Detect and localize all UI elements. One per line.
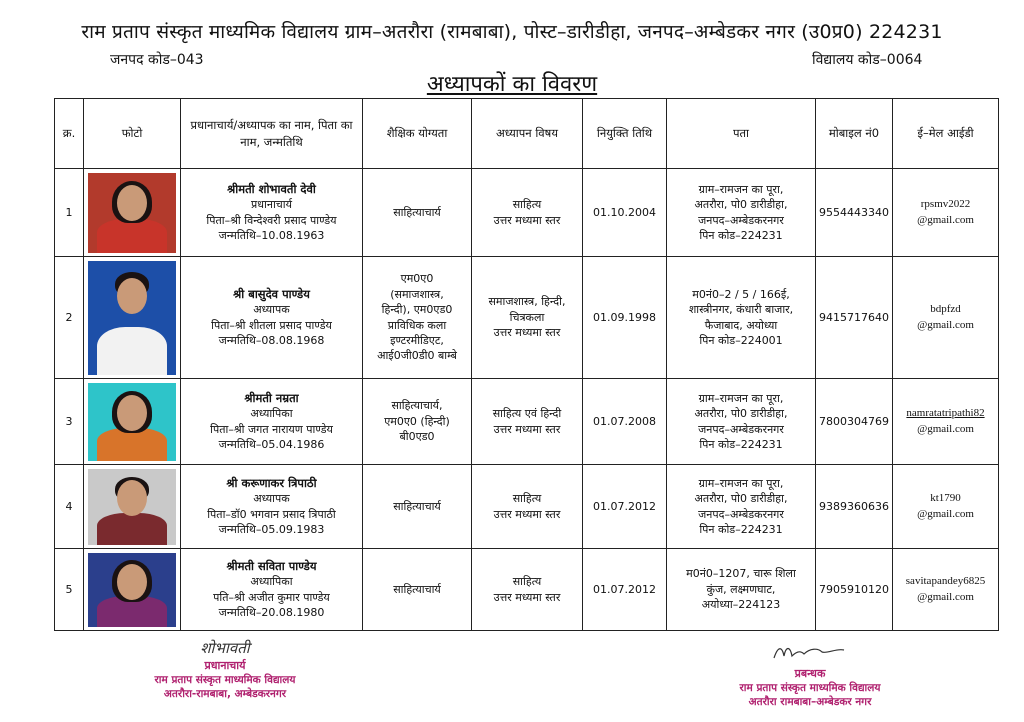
row-appointment: 01.09.1998 — [583, 257, 667, 379]
row-subject: साहित्य उत्तर मध्यमा स्तर — [472, 549, 583, 631]
row-photo — [84, 257, 181, 379]
row-photo — [84, 169, 181, 257]
principal-title: प्रधानाचार्य — [204, 659, 246, 672]
row-mobile: 9389360636 — [816, 465, 893, 549]
school-code: विद्यालय कोड–0064 — [812, 52, 923, 68]
row-address: म0नं0–2 / 5 / 166ई, शास्त्रीनगर, कंधारी बाजार, फैजाबाद, अयोध्या पिन कोड–224001 — [667, 257, 816, 379]
teacher-photo — [88, 469, 176, 545]
manager-school-line1: राम प्रताप संस्कृत माध्यमिक विद्यालय — [739, 682, 881, 694]
row-mobile: 7800304769 — [816, 379, 893, 465]
table-row — [55, 465, 999, 549]
row-sno: 4 — [55, 465, 84, 549]
row-sno: 3 — [55, 379, 84, 465]
row-qualification: साहित्याचार्य — [363, 169, 472, 257]
table-row — [55, 549, 999, 631]
row-qualification: एम0ए0 (समाजशास्त्र, हिन्दी), एम0एड0 प्राविधिक कला इण्टरमीडिएट, आई0जी0डी0 बाम्बे — [363, 257, 472, 379]
school-header: राम प्रताप संस्कृत माध्यमिक विद्यालय ग्राम–अतरौरा (रामबाबा), पोस्ट–डारीडीहा, जनपद–अम्बेडकर नगर (उ0प्र0) 224231 — [81, 21, 943, 43]
row-sno: 5 — [55, 549, 84, 631]
row-appointment: 01.10.2004 — [583, 169, 667, 257]
col-header-sno: क्र. — [55, 99, 84, 169]
row-qualification: साहित्याचार्य, एम0ए0 (हिन्दी) बी0एड0 — [363, 379, 472, 465]
page-title: अध्यापकों का विवरण — [426, 72, 598, 97]
table-row — [55, 169, 999, 257]
row-appointment: 01.07.2008 — [583, 379, 667, 465]
col-header-mobile: मोबाइल नं0 — [816, 99, 893, 169]
row-name: श्री बासुदेव पाण्डेय अध्यापक पिता–श्री शीतला प्रसाद पाण्डेय जन्मतिथि–08.08.1968 — [181, 257, 363, 379]
principal-school-line1: राम प्रताप संस्कृत माध्यमिक विद्यालय — [154, 674, 296, 686]
row-mobile: 9554443340 — [816, 169, 893, 257]
row-name: श्रीमती शोभावती देवी प्रधानाचार्य पिता–श्री विन्देश्वरी प्रसाद पाण्डेय जन्मतिथि–10.08.1963 — [181, 169, 363, 257]
row-address: ग्राम–रामजन का पूरा, अतरौरा, पो0 डारीडीहा, जनपद–अम्बेडकरनगर पिन कोड–224231 — [667, 169, 816, 257]
principal-signature: शोभावती — [200, 639, 250, 657]
col-header-address: पता — [667, 99, 816, 169]
principal-school-line2: अतरौरा-रामबाबा, अम्बेडकरनगर — [163, 688, 287, 700]
table-row — [55, 379, 999, 465]
row-photo — [84, 379, 181, 465]
row-photo — [84, 465, 181, 549]
row-mobile: 7905910120 — [816, 549, 893, 631]
row-address: म0नं0–1207, चारू शिला कुंज, लक्ष्मणघाट, अयोध्या–224123 — [667, 549, 816, 631]
col-header-photo: फोटो — [84, 99, 181, 169]
manager-signature-block — [690, 642, 930, 709]
manager-school-line2: अतरौरा रामबाबा–अम्बेडकर नगर — [748, 696, 872, 708]
row-qualification: साहित्याचार्य — [363, 465, 472, 549]
row-sno: 2 — [55, 257, 84, 379]
row-address: ग्राम–रामजन का पूरा, अतरौरा, पो0 डारीडीहा, जनपद–अम्बेडकरनगर पिन कोड–224231 — [667, 379, 816, 465]
table-row — [55, 257, 999, 379]
district-code: जनपद कोड–043 — [110, 52, 204, 68]
row-email: savitapandey6825 @gmail.com — [893, 549, 999, 631]
manager-signature — [770, 642, 850, 662]
table-header-row — [55, 99, 999, 169]
teacher-photo — [88, 173, 176, 253]
col-header-name: प्रधानाचार्य/अध्यापक का नाम, पिता का नाम, जन्मतिथि — [181, 99, 363, 169]
row-name: श्री करूणाकर त्रिपाठी अध्यापक पिता–डॉ0 भगवान प्रसाद त्रिपाठी जन्मतिथि–05.09.1983 — [181, 465, 363, 549]
row-appointment: 01.07.2012 — [583, 549, 667, 631]
principal-signature-block — [120, 638, 330, 701]
row-qualification: साहित्याचार्य — [363, 549, 472, 631]
row-mobile: 9415717640 — [816, 257, 893, 379]
row-subject: समाजशास्त्र, हिन्दी, चित्रकला उत्तर मध्यमा स्तर — [472, 257, 583, 379]
row-subject: साहित्य उत्तर मध्यमा स्तर — [472, 465, 583, 549]
row-email: namratatripathi82 @gmail.com — [893, 379, 999, 465]
row-photo — [84, 549, 181, 631]
col-header-email: ई–मेल आईडी — [893, 99, 999, 169]
teacher-photo — [88, 383, 176, 461]
row-email: rpsmv2022 @gmail.com — [893, 169, 999, 257]
row-subject: साहित्य उत्तर मध्यमा स्तर — [472, 169, 583, 257]
manager-title: प्रबन्धक — [794, 667, 826, 680]
row-email: bdpfzd @gmail.com — [893, 257, 999, 379]
teachers-table — [54, 98, 999, 631]
row-email: kt1790 @gmail.com — [893, 465, 999, 549]
row-name: श्रीमती नम्रता अध्यापिका पिता–श्री जगत नारायण पाण्डेय जन्मतिथि–05.04.1986 — [181, 379, 363, 465]
col-header-qualification: शैक्षिक योग्यता — [363, 99, 472, 169]
col-header-appointment: नियुक्ति तिथि — [583, 99, 667, 169]
row-appointment: 01.07.2012 — [583, 465, 667, 549]
row-address: ग्राम–रामजन का पूरा, अतरौरा, पो0 डारीडीहा, जनपद–अम्बेडकरनगर पिन कोड–224231 — [667, 465, 816, 549]
row-sno: 1 — [55, 169, 84, 257]
row-subject: साहित्य एवं हिन्दी उत्तर मध्यमा स्तर — [472, 379, 583, 465]
row-name: श्रीमती सविता पाण्डेय अध्यापिका पति–श्री अजीत कुमार पाण्डेय जन्मतिथि–20.08.1980 — [181, 549, 363, 631]
teacher-photo — [88, 553, 176, 627]
col-header-subject: अध्यापन विषय — [472, 99, 583, 169]
teacher-photo — [88, 261, 176, 375]
